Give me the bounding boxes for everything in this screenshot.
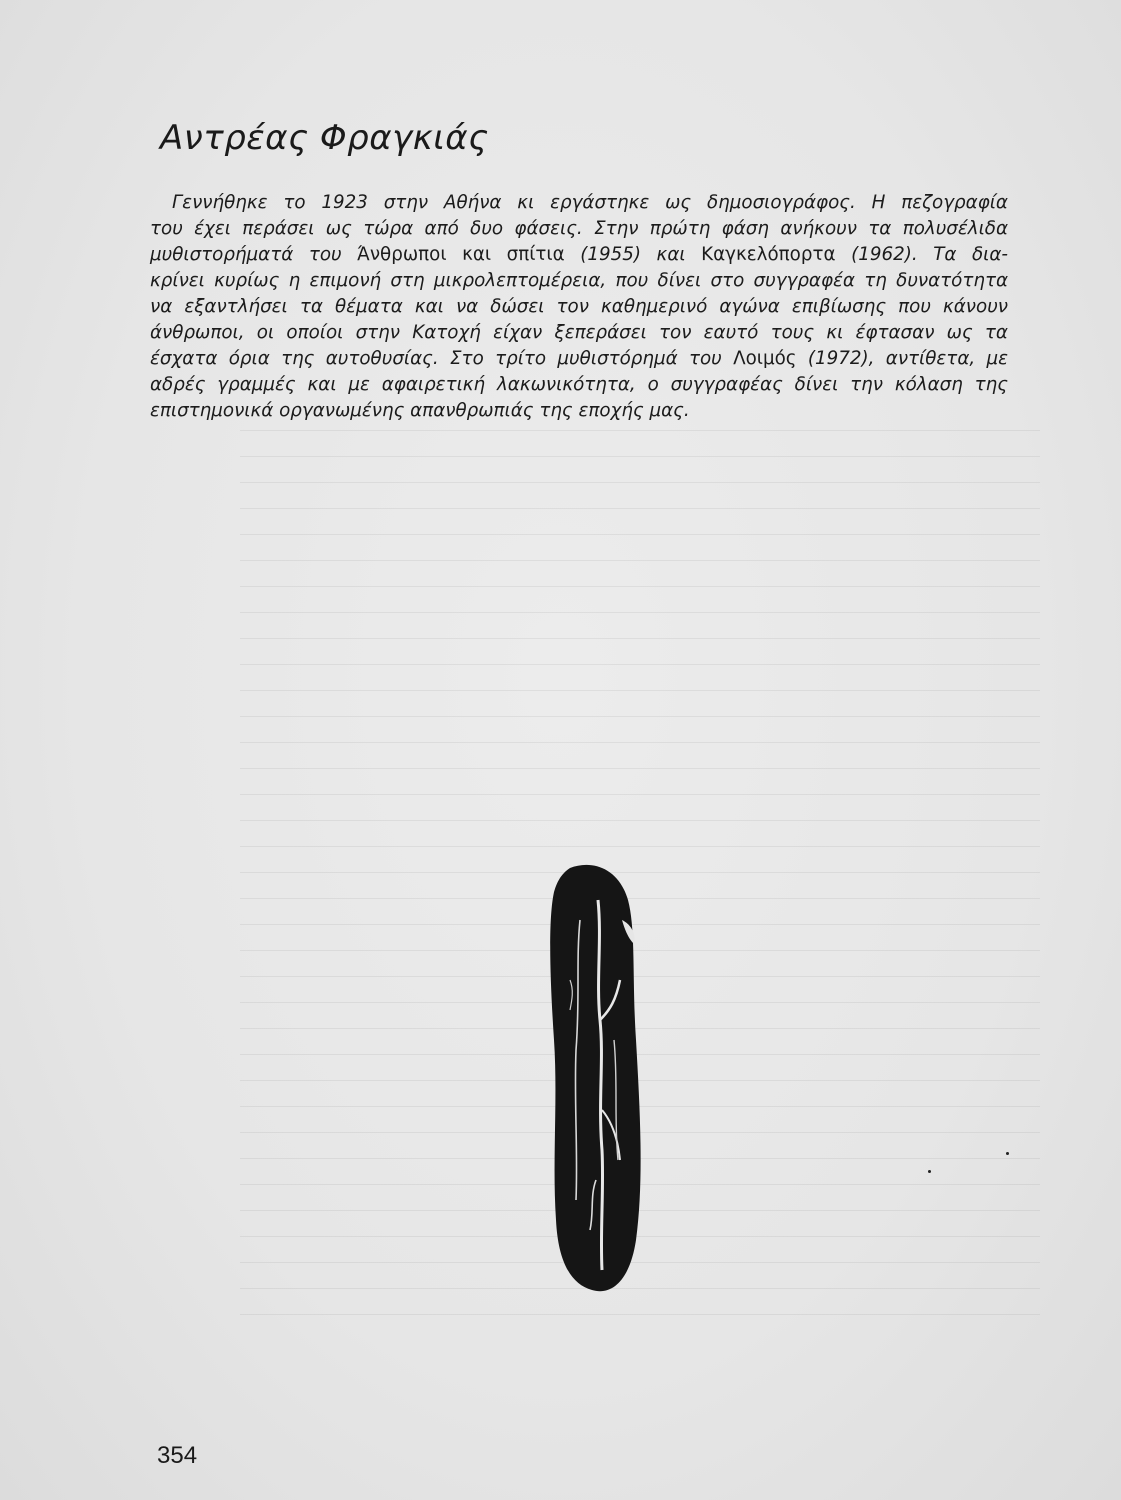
novel-title: Λοιμός xyxy=(733,348,797,369)
speck-mark xyxy=(1006,1152,1009,1155)
page-number: 354 xyxy=(157,1442,198,1469)
bio-line: αδρές γραμμές και με αφαιρετική λακωνικότητα, ο συγγραφέας δίνει την κόλαση της xyxy=(150,374,1008,395)
bio-text: μυθιστορήματά του xyxy=(150,244,342,265)
bio-line: του έχει περάσει ως τώρα από δυο φάσεις. Στην πρώτη φάση ανήκουν τα πολυσέλιδα xyxy=(150,218,1008,239)
bio-line: να εξαντλήσει τα θέματα και να δώσει τον καθημερινό αγώνα επιβίωσης που κάνουν xyxy=(150,296,1008,317)
bio-line xyxy=(150,242,1008,268)
bio-text: (1955) και xyxy=(580,244,686,265)
bio-text: (1972), αντίθετα, με xyxy=(807,348,1009,369)
bio-text: (1962). Τα δια- xyxy=(851,244,1009,265)
author-biography xyxy=(150,190,1008,424)
bio-line: κρίνει κυρίως η επιμονή στη μικρολεπτομέρεια, που δίνει στο συγγραφέα τη δυνατότητα xyxy=(150,270,1008,291)
abstract-sculpture-image xyxy=(540,860,650,1300)
novel-title: Άνθρωποι και σπίτια xyxy=(357,244,565,265)
bio-line xyxy=(150,346,1008,372)
bio-line: επιστημονικά οργανωμένης απανθρωπιάς της εποχής μας. xyxy=(150,400,690,421)
bio-text: έσχατα όρια της αυτοθυσίας. Στο τρίτο μυθιστόρημά του xyxy=(150,348,722,369)
speck-mark xyxy=(928,1170,931,1173)
author-name-heading: Αντρέας Φραγκιάς xyxy=(160,118,489,158)
novel-title: Καγκελόπορτα xyxy=(701,244,836,265)
bio-line: Γεννήθηκε το 1923 στην Αθήνα κι εργάστηκε ως δημοσιογράφος. Η πεζογραφία xyxy=(172,192,1008,213)
bio-line: άνθρωποι, οι οποίοι στην Κατοχή είχαν ξεπεράσει τον εαυτό τους κι έφτασαν ως τα xyxy=(150,322,1008,343)
